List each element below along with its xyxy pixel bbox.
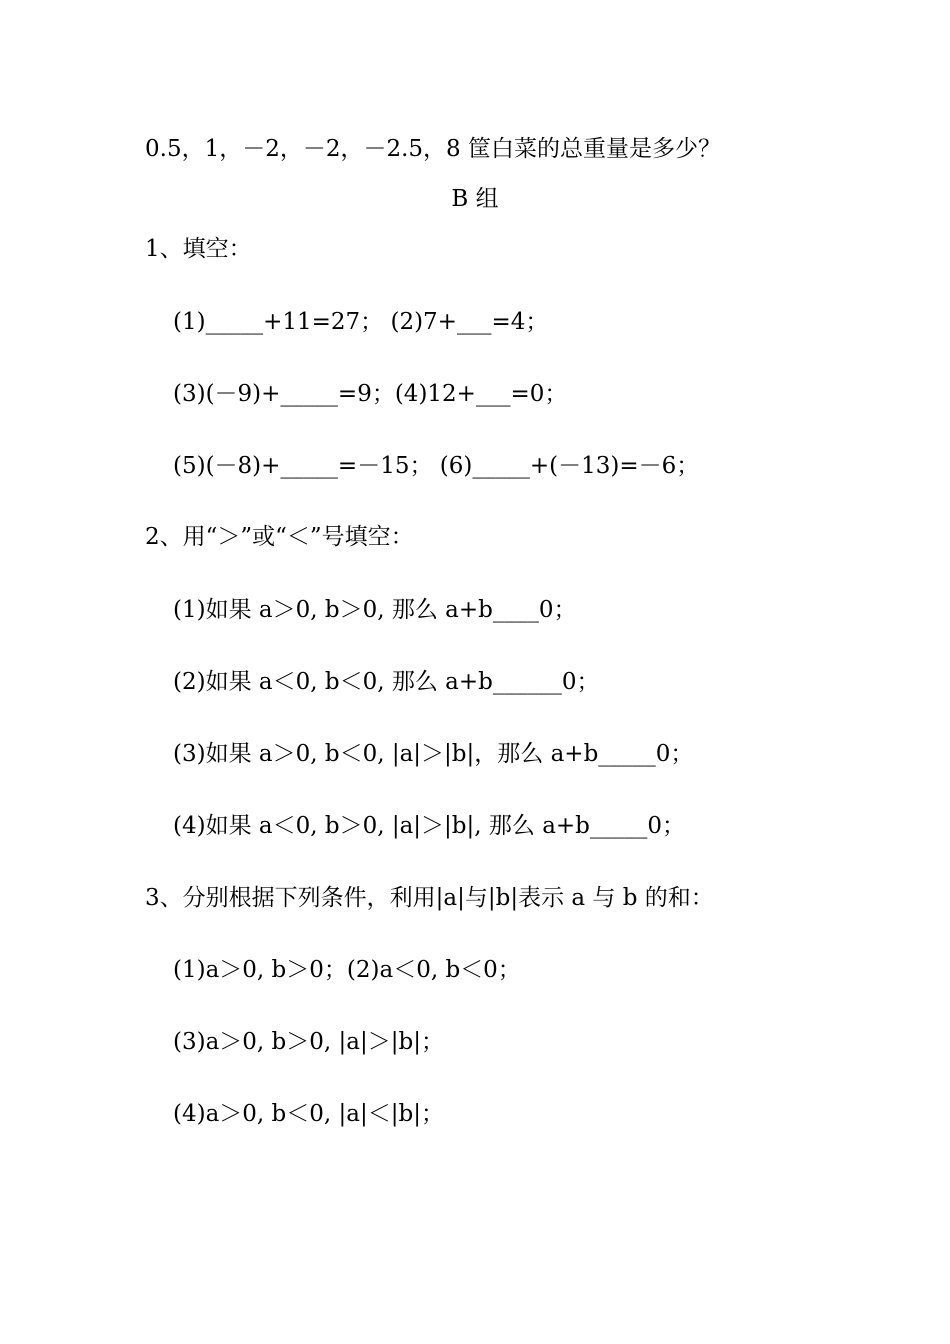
question-2-item-1: (1)如果 a＞0, b＞0, 那么 a+b____0； (173, 597, 577, 623)
question-3-item-3: (4)a＞0, b＜0, |a|＜|b|； (173, 1101, 444, 1127)
question-3-item-2: (3)a＞0, b＞0, |a|＞|b|； (173, 1029, 444, 1055)
question-1-row-2: (3)(－9)+_____=9；(4)12+___=0； (173, 381, 568, 407)
question-2-item-2: (2)如果 a＜0, b＜0, 那么 a+b______0； (173, 669, 600, 695)
question-2-item-3: (3)如果 a＞0, b＜0, |a|＞|b|，那么 a+b_____0； (173, 741, 694, 767)
question-3-heading: 3、分别根据下列条件，利用|a|与|b|表示 a 与 b 的和： (145, 885, 714, 911)
question-3-item-1: (1)a＞0, b＞0；(2)a＜0, b＜0； (173, 957, 521, 983)
question-1-row-3: (5)(－8)+_____=－15； (6)_____+(－13)=－6； (173, 453, 700, 479)
question-2-heading: 2、用“＞”或“＜”号填空： (145, 524, 414, 550)
question-1-heading: 1、填空： (145, 236, 252, 262)
question-2-item-4: (4)如果 a＜0, b＞0, |a|＞|b|, 那么 a+b_____0； (173, 813, 686, 839)
question-1-row-1: (1)_____+11=27； (2)7+___=4； (173, 309, 549, 335)
section-title: B 组 (451, 186, 499, 212)
question-continuation-line: 0.5，1，－2，－2，－2.5，8 筐白菜的总重量是多少？ (145, 136, 721, 162)
